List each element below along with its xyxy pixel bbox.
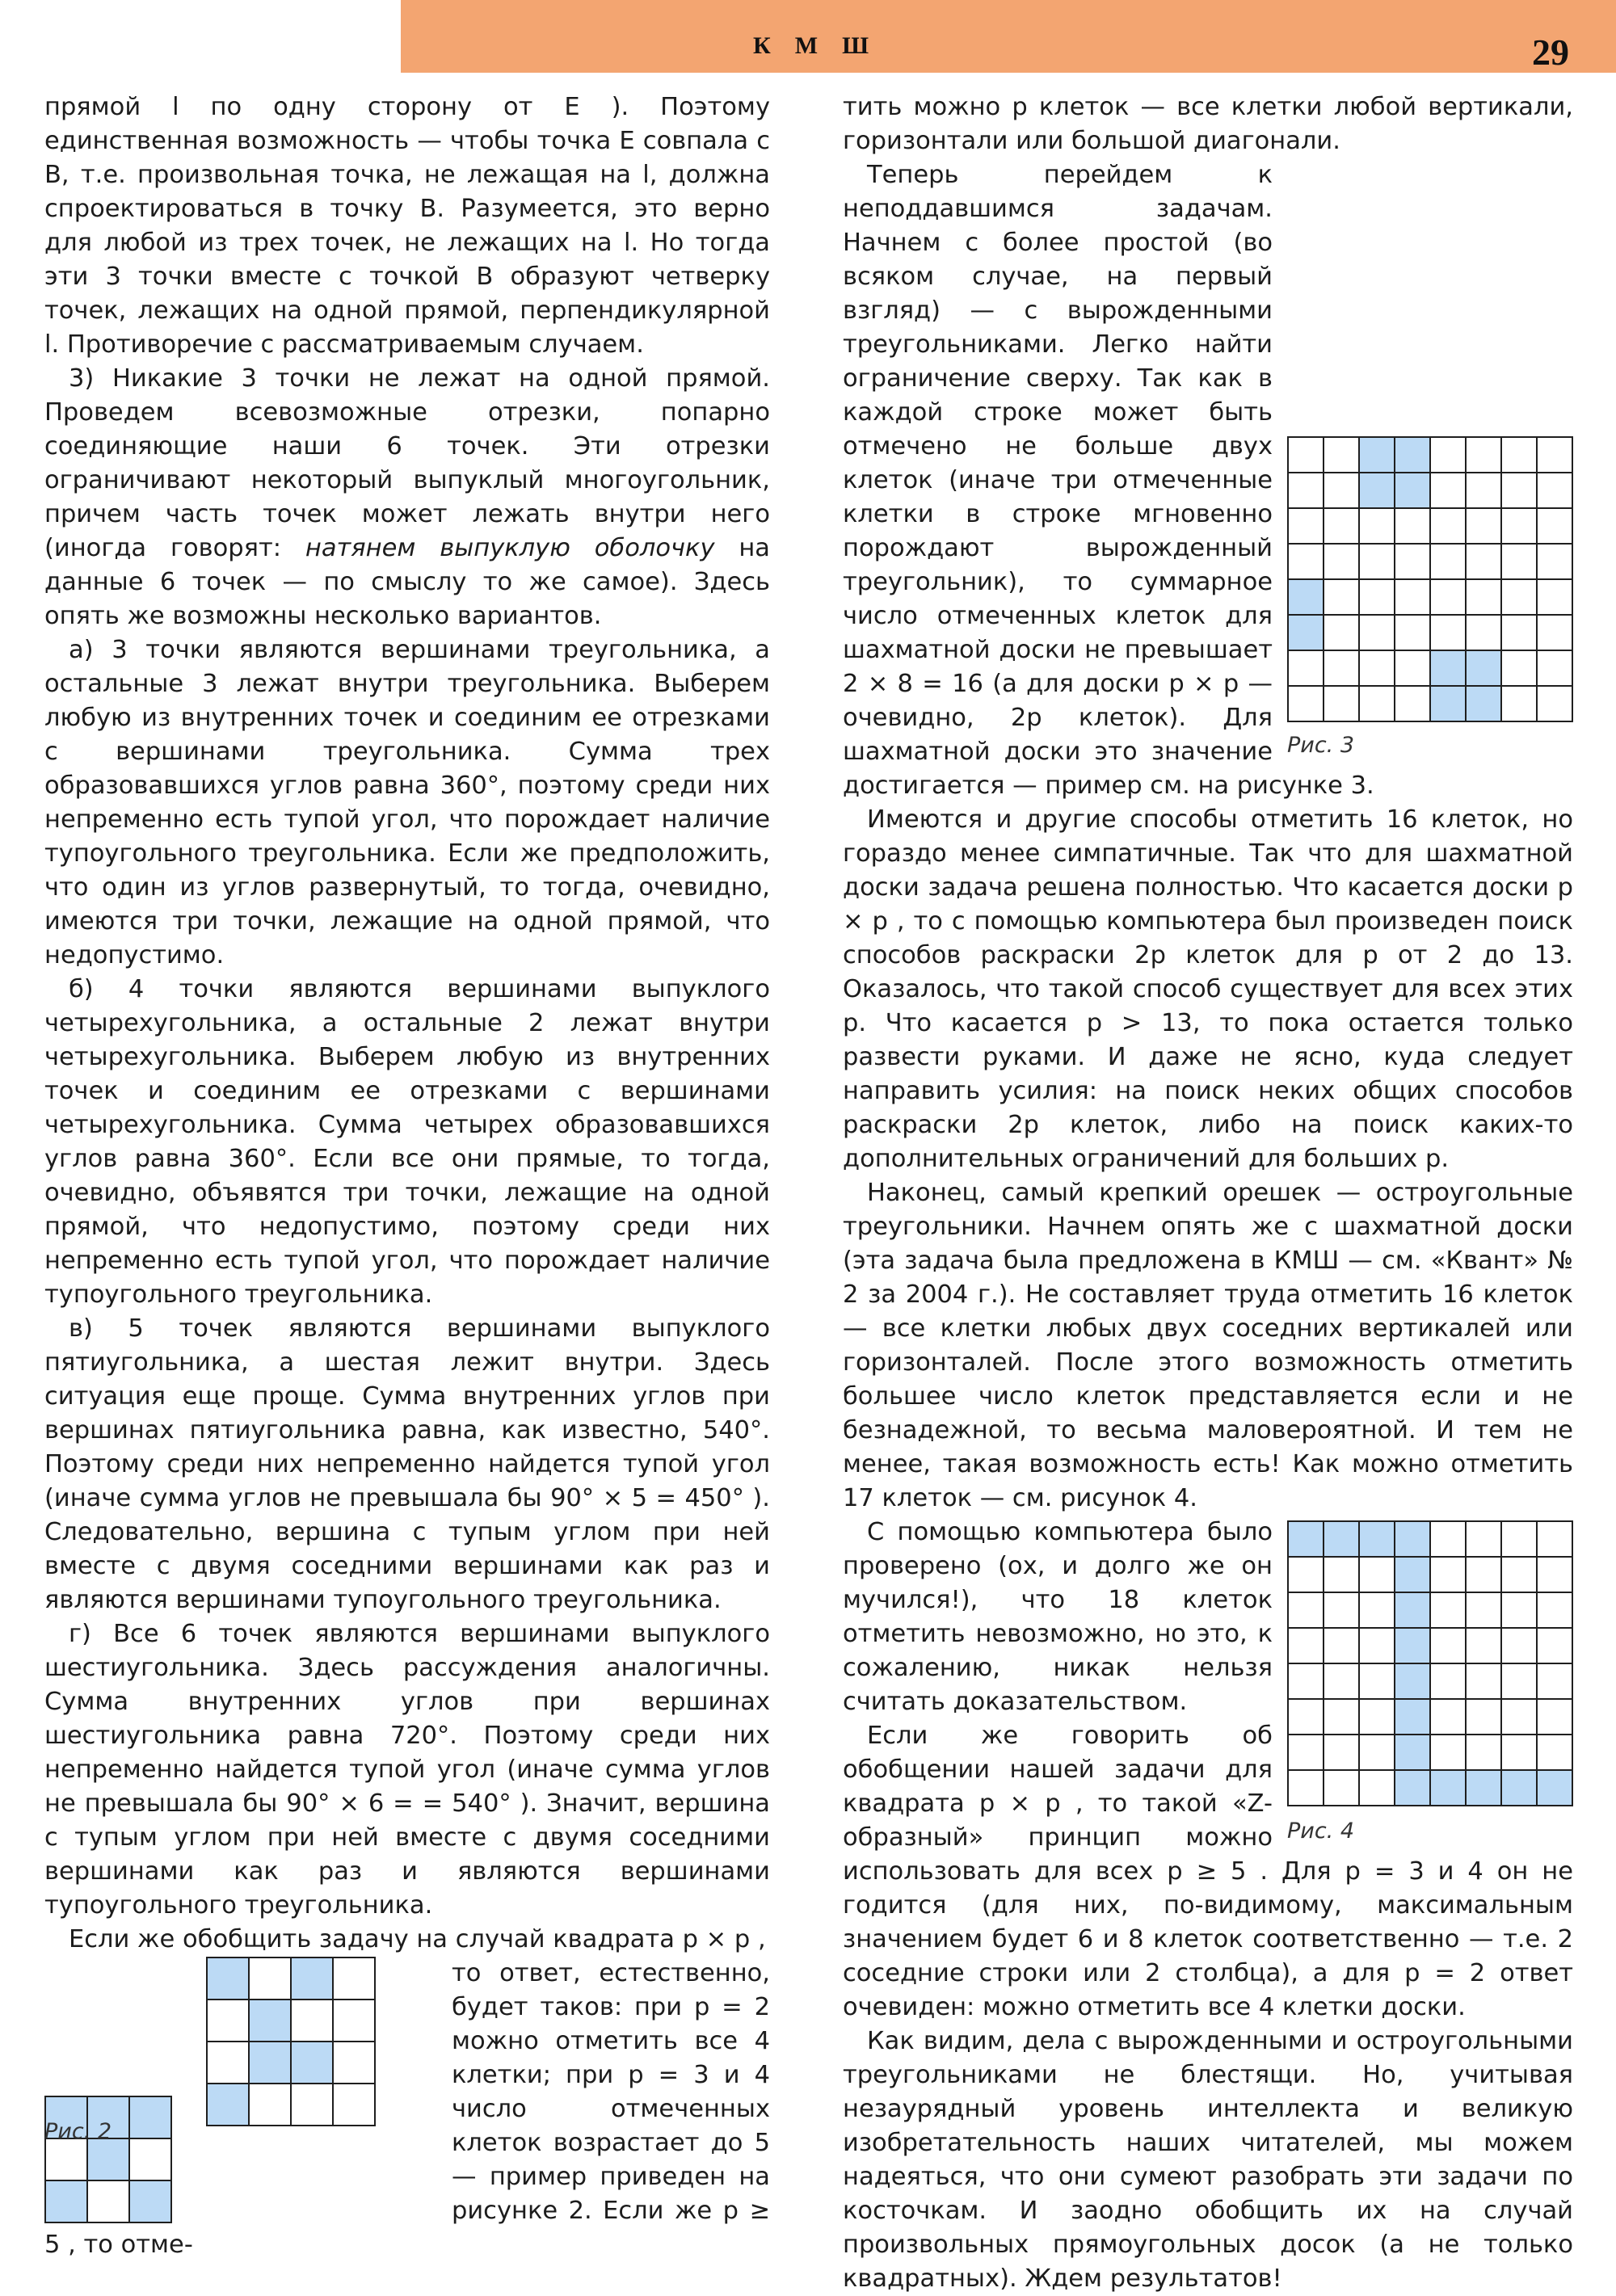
board-cell [1431, 1522, 1465, 1556]
paragraph: 3) Никакие 3 точки не лежат на одной прямой. Проведем всевозможные отрезки, попарно соединяющие наши 6 точек. Эти отрезки ограничивают некоторый выпуклый многоугольник, причем часть точек может лежать внутри него (иногда говорят: натянем выпуклую оболочку на данные 6 точек — по смыслу то же самое). Здесь опять же возможны несколько вариантов. [44, 364, 770, 630]
board-cell [1431, 1593, 1465, 1627]
paragraph: Теперь перейдем к неподдавшимся задачам. Начнем с более простой (во всяком случае, на первый взгляд) — с вырожденными треугольниками. Легко найти ограничение сверху. Так как в каждой строке может быть отмечено не больше двух клеток (иначе три отмеченные клетки в строке мгновенно порождают вырожденный треугольник), то суммарное число отмеченных клеток для шахматной доски не превышает 2 × 8 = 16 (а для доски p × p — очевидно, 2p клеток). Для шахматной доски это значение достигается — пример см. на рисунке 3. [843, 161, 1374, 800]
board-cell-marked [1289, 1522, 1323, 1556]
board-cell-marked [1395, 1558, 1429, 1592]
board-cell [1538, 438, 1572, 472]
board-cell [1502, 1629, 1536, 1663]
paragraph: б) 4 точки являются вершинами выпуклого четырехугольника, а остальные 2 лежат внутри четырехугольника. Выберем любую из внутренних точек и соединим ее отрезками с вершинами четырехугольника. Сумма четырех образовавшихся углов равна 360°. Если все они прямые, то тогда, очевидно, объявятся три точки, лежащие на одной прямой, что недопустимо, поэтому среди них непременно есть тупой угол, что порождает наличие тупоугольного треугольника. [44, 975, 770, 1309]
figure-2a-board [44, 2096, 172, 2223]
figure-3-caption: Рис. 3 [1287, 733, 1355, 758]
board-cell [1360, 545, 1394, 578]
board-cell [1395, 509, 1429, 543]
figure-2 [44, 1957, 436, 2223]
board-cell-marked [1395, 1593, 1429, 1627]
board-cell [1395, 687, 1429, 721]
board-cell-marked [1395, 1629, 1429, 1663]
board-cell [1502, 687, 1536, 721]
board-cell-marked [46, 2181, 86, 2222]
board-cell-marked [1395, 438, 1429, 472]
board-cell-marked [1324, 1522, 1358, 1556]
board-cell [250, 1958, 290, 1999]
board-cell-marked [1431, 687, 1465, 721]
board-cell [1360, 509, 1394, 543]
board-cell-marked [1289, 616, 1323, 650]
left-column [44, 90, 770, 2262]
board-cell [1324, 509, 1358, 543]
board-cell-marked [250, 2042, 290, 2083]
board-cell [1467, 1629, 1500, 1663]
board-cell [1289, 1771, 1323, 1805]
board-cell [1538, 509, 1572, 543]
board-cell [1538, 687, 1572, 721]
board-cell [1502, 1700, 1536, 1734]
board-cell [292, 2084, 332, 2125]
board-cell [1324, 580, 1358, 614]
board-cell [1431, 1558, 1465, 1592]
board-cell-marked [130, 2181, 170, 2222]
board-cell [1467, 1558, 1500, 1592]
board-cell-marked [1502, 1771, 1536, 1805]
board-cell-marked [1395, 473, 1429, 507]
board-cell [1289, 545, 1323, 578]
board-cell [1289, 438, 1323, 472]
paragraph: а) 3 точки являются вершинами треугольника, а остальные 3 лежат внутри треугольника. Выберем любую из внутренних точек и соединим ее отрезками с вершинами треугольника. Сумма трех образовавшихся углов равна 360°, поэтому среди них непременно есть тупой угол, что порождает наличие тупоугольного треугольника. Если же предположить, что один из углов развернутый, то тогда, очевидно, имеются три точки, лежащие на одной прямой, что недопустимо. [44, 636, 770, 969]
board-cell [1324, 1558, 1358, 1592]
board-cell [1360, 1700, 1394, 1734]
board-cell [1431, 1700, 1465, 1734]
board-cell [250, 2084, 290, 2125]
board-cell [1467, 438, 1500, 472]
figure-4-board [1287, 1520, 1573, 1806]
board-cell-marked [250, 2000, 290, 2041]
figure-3-board [1287, 436, 1573, 722]
figure-2-caption: Рис. 2 [44, 2119, 112, 2144]
board-cell [1431, 1629, 1465, 1663]
board-cell [1431, 438, 1465, 472]
board-cell [1538, 1522, 1572, 1556]
board-cell-marked [1431, 651, 1465, 685]
paragraph: прямой l по одну сторону от E ). Поэтому единственная возможность — чтобы точка E совпала с B, т.е. произвольная точка, не лежащая на l, должна спроектироваться в точку B. Разумеется, это верно для любой из трех точек, не лежащих на l. Но тогда эти 3 точки вместе с точкой B образуют четверку точек, лежащих на одной прямой, перпендикулярной l. Противоречие с рассматриваемым случаем. [44, 93, 770, 359]
board-cell-marked [1467, 651, 1500, 685]
board-cell [1502, 545, 1536, 578]
header-band [401, 0, 1616, 73]
board-cell [1502, 651, 1536, 685]
board-cell-marked [292, 2042, 332, 2083]
board-cell [1324, 687, 1358, 721]
board-cell [334, 2000, 374, 2041]
board-cell-marked [1431, 1771, 1465, 1805]
board-cell [1289, 1664, 1323, 1698]
board-cell [1395, 651, 1429, 685]
board-cell [1324, 1700, 1358, 1734]
paragraph: Если же говорить об обобщении нашей задачи для квадрата p × p , то такой «Z-образный» принцип можно использовать для всех p ≥ 5 . Для p = 3 и 4 он не годится (для них, по-видимому, максимальным значением будет 6 и 8 клеток соответственно — т.е. 2 соседние строки или 2 столбца), а для p = 2 ответ очевиден: можно отметить все 4 клетки доски. [843, 1722, 1573, 2021]
board-cell-marked [292, 1958, 332, 1999]
board-cell-marked [1395, 1522, 1429, 1556]
paragraph: тить можно p клеток — все клетки любой вертикали, горизонтали или большой диагонали. [843, 93, 1573, 155]
board-cell [1324, 1629, 1358, 1663]
board-cell [1431, 580, 1465, 614]
board-cell-marked [208, 2084, 248, 2125]
board-cell [88, 2181, 128, 2222]
board-cell [1360, 1593, 1394, 1627]
paragraph: Наконец, самый крепкий орешек — остроугольные треугольники. Начнем опять же с шахматной доски (эта задача была предложена в КМШ — см. «Квант» № 2 за 2004 г.). Не составляет труда отметить 16 клеток — все клетки любых двух соседних вертикалей или горизонталей. После этого возможность отметить большее число клеток представляется если и не безнадежной, то весьма маловероятной. И тем не менее, такая возможность есть! Как можно отметить 17 клеток — см. рисунок 4. [843, 1179, 1573, 1512]
board-cell-marked [1360, 438, 1394, 472]
board-cell [1467, 580, 1500, 614]
board-cell [1502, 1558, 1536, 1592]
board-cell [1502, 1735, 1536, 1769]
paragraph: г) Все 6 точек являются вершинами выпуклого шестиугольника. Здесь рассуждения аналогичны. Сумма внутренних углов при вершинах шестиугольника равна 720°. Поэтому среди них непременно найдется тупой угол (иначе сумма углов не превышала бы 90° × 6 = = 540° ). Значит, вершина с тупым углом при ней вместе с двумя соседними вершинами как раз и являются вершинами тупоугольного треугольника. [44, 1620, 770, 1920]
board-cell [1538, 1558, 1572, 1592]
board-cell [1538, 1700, 1572, 1734]
board-cell [1289, 473, 1323, 507]
board-cell [1467, 616, 1500, 650]
board-cell [1538, 1664, 1572, 1698]
board-cell [1289, 651, 1323, 685]
board-cell [1324, 1664, 1358, 1698]
board-cell [1395, 545, 1429, 578]
board-cell [1502, 616, 1536, 650]
board-cell [1289, 1629, 1323, 1663]
board-cell [1431, 509, 1465, 543]
board-cell [1360, 1558, 1394, 1592]
board-cell-marked [1395, 1735, 1429, 1769]
board-cell [1324, 438, 1358, 472]
board-cell [1289, 1558, 1323, 1592]
board-cell [1289, 1700, 1323, 1734]
board-cell [1431, 1664, 1465, 1698]
figure-3 [1287, 436, 1573, 759]
board-cell [1360, 651, 1394, 685]
board-cell [1467, 473, 1500, 507]
board-cell [1467, 1700, 1500, 1734]
board-cell [1467, 1664, 1500, 1698]
board-cell [1538, 616, 1572, 650]
board-cell [1324, 1593, 1358, 1627]
board-cell [1324, 473, 1358, 507]
section-title: КМШ [753, 32, 894, 59]
board-cell-marked [1395, 1664, 1429, 1698]
board-cell [208, 2000, 248, 2041]
board-cell [130, 2139, 170, 2180]
board-cell-marked [1289, 580, 1323, 614]
paragraph: Как видим, дела с вырожденными и остроугольными треугольниками не блестящи. Но, учитывая незаурядный уровень интеллекта и великую изобретательность наших читателей, мы можем надеяться, что они сумеют разобрать эти задачи по косточкам. И заодно обобщить их на случай произвольных прямоугольных досок (а не только квадратных). Ждем результатов! [843, 2027, 1573, 2293]
board-cell [1289, 1735, 1323, 1769]
board-cell [1289, 509, 1323, 543]
board-cell [1395, 616, 1429, 650]
paragraph: то ответ, естественно, будет таков: при p = 2 можно отметить все 4 клетки; при p = 3 и 4 число отмеченных клеток возрастает до 5 — пример приведен на рисунке 2. Если же p ≥ 5 , то отме- [44, 1959, 770, 2259]
board-cell [1360, 1664, 1394, 1698]
paragraph: Если же обобщить задачу на случай квадрата p × p , [69, 1925, 766, 1953]
emphasis: натянем выпуклую оболочку [305, 534, 715, 562]
board-cell [1324, 1771, 1358, 1805]
board-cell [1431, 616, 1465, 650]
board-cell [1538, 1735, 1572, 1769]
board-cell [1360, 616, 1394, 650]
paragraph: С помощью компьютера было проверено (ох, и долго же он мучился!), что 18 клеток отметить невозможно, но это, к сожалению, никак нельзя считать доказательством. [843, 1518, 1273, 1716]
board-cell [1324, 1735, 1358, 1769]
paragraph: в) 5 точек являются вершинами выпуклого пятиугольника, а шестая лежит внутри. Здесь ситуация еще проще. Сумма внутренних углов при вершинах пятиугольника равна, как известно, 540°. Поэтому среди них непременно найдется тупой угол (иначе сумма углов не превышала бы 90° × 5 = 450° ). Следовательно, вершина с тупым углом при ней вместе с двумя соседними вершинами как раз и являются вершинами тупоугольного треугольника. [44, 1314, 770, 1614]
board-cell [1502, 438, 1536, 472]
board-cell-marked [1395, 1771, 1429, 1805]
board-cell [1360, 1735, 1394, 1769]
board-cell [1467, 1735, 1500, 1769]
board-cell [1502, 1593, 1536, 1627]
board-cell [1538, 651, 1572, 685]
figure-4 [1287, 1520, 1573, 1845]
board-cell [1431, 473, 1465, 507]
board-cell [1431, 1735, 1465, 1769]
board-cell [1360, 1629, 1394, 1663]
board-cell [1289, 687, 1323, 721]
board-cell-marked [208, 1958, 248, 1999]
board-cell [1467, 1593, 1500, 1627]
figure-4-caption: Рис. 4 [1287, 1819, 1355, 1844]
board-cell [1502, 580, 1536, 614]
board-cell [1360, 580, 1394, 614]
board-cell [1538, 1593, 1572, 1627]
board-cell [334, 2084, 374, 2125]
board-cell [292, 2000, 332, 2041]
board-cell-marked [1467, 687, 1500, 721]
board-cell-marked [1538, 1771, 1572, 1805]
board-cell [1467, 1522, 1500, 1556]
board-cell [334, 1958, 374, 1999]
board-cell [334, 2042, 374, 2083]
paragraph: Имеются и другие способы отметить 16 клеток, но гораздо менее симпатичные. Так что для шахматной доски задача решена полностью. Что касается доски p × p , то с помощью компьютера был произведен поиск способов раскраски 2p клеток для p от 2 до 13. Оказалось, что такой способ существует для всех этих p. Что касается p > 13, то пока остается только развести руками. И даже не ясно, куда следует направить усилия: на поиск неких общих способов раскраски 2p клеток, либо на поиск каких-то дополнительных ограничений для больших p. [843, 805, 1573, 1173]
board-cell-marked [1360, 473, 1394, 507]
board-cell [1538, 545, 1572, 578]
board-cell [1395, 580, 1429, 614]
board-cell-marked [1395, 1700, 1429, 1734]
page-number: 29 [1532, 32, 1569, 73]
board-cell [1538, 580, 1572, 614]
board-cell [1324, 651, 1358, 685]
board-cell-marked [130, 2097, 170, 2138]
board-cell [1289, 1593, 1323, 1627]
board-cell [1538, 1629, 1572, 1663]
board-cell [1502, 1522, 1536, 1556]
board-cell [1502, 509, 1536, 543]
board-cell [1467, 509, 1500, 543]
board-cell [1431, 545, 1465, 578]
board-cell [1324, 545, 1358, 578]
board-cell-marked [1467, 1771, 1500, 1805]
board-cell [1360, 687, 1394, 721]
board-cell [1324, 616, 1358, 650]
board-cell [1502, 1664, 1536, 1698]
board-cell-marked [1360, 1522, 1394, 1556]
board-cell [208, 2042, 248, 2083]
board-cell [1502, 473, 1536, 507]
right-column [843, 90, 1573, 2296]
board-cell [1538, 473, 1572, 507]
board-cell [1467, 545, 1500, 578]
board-cell [1360, 1771, 1394, 1805]
figure-2b-board [206, 1957, 376, 2126]
